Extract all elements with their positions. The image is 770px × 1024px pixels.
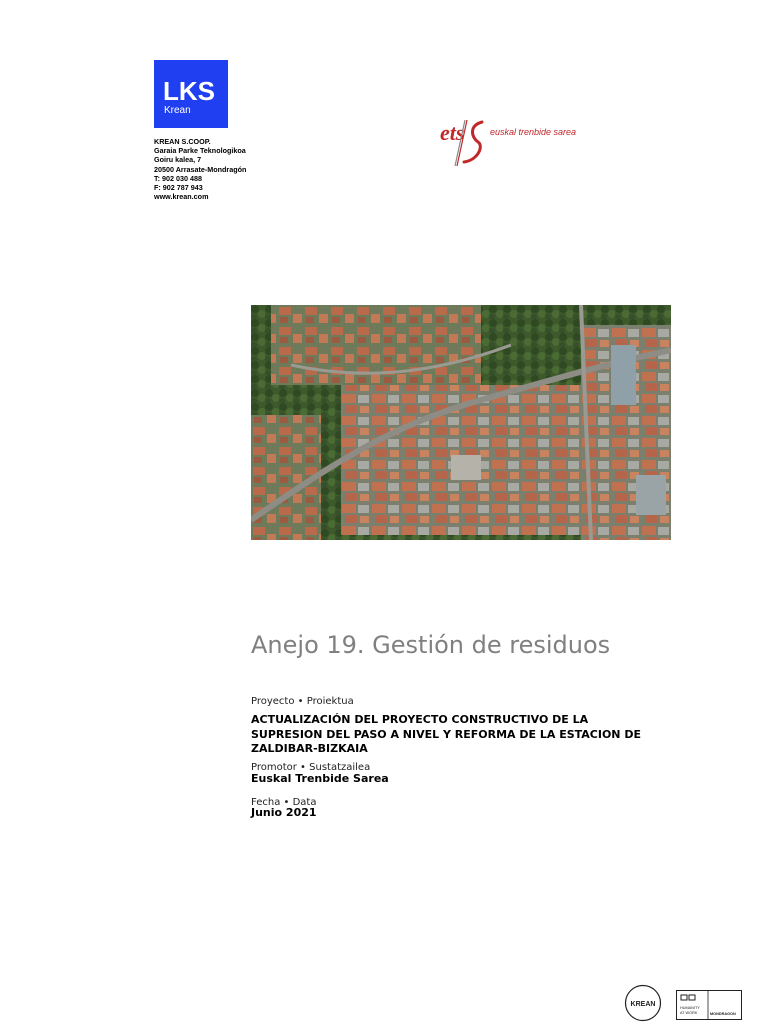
- hw-badge-line1: HUMANITY: [680, 1006, 700, 1010]
- aerial-photo: [251, 305, 671, 540]
- promoter-label: Promotor • Sustatzailea: [251, 762, 371, 773]
- promoter-value: Euskal Trenbide Sarea: [251, 772, 389, 785]
- hw-badge-brand: MONDRAGON: [710, 1012, 736, 1016]
- humanity-at-work-logo: [676, 990, 742, 1020]
- krean-badge-text: KREAN: [630, 1001, 656, 1008]
- address-line: www.krean.com: [154, 192, 209, 202]
- address-line: KREAN S.COOP.: [154, 137, 211, 146]
- project-label: Proyecto • Proiektua: [251, 696, 354, 707]
- hw-badge-line2: AT WORK: [680, 1011, 698, 1015]
- krean-badge-logo: [624, 984, 662, 1022]
- company-address: [154, 137, 246, 201]
- lks-krean-logo: [154, 60, 228, 128]
- address-line: Goiru kalea, 7: [154, 155, 202, 165]
- lks-logo-subtext: Krean: [164, 105, 191, 116]
- address-line: T: 902 030 488: [154, 173, 202, 183]
- address-line: 20500 Arrasate-Mondragón: [154, 164, 247, 174]
- project-title-line: SUPRESION DEL PASO A NIVEL Y REFORMA DE LA ESTACION DE: [251, 727, 641, 741]
- date-label: Fecha • Data: [251, 797, 317, 808]
- date-value: Junio 2021: [251, 806, 317, 819]
- project-title: [251, 713, 641, 757]
- document-title: Anejo 19. Gestión de residuos: [251, 631, 611, 659]
- ets-logo: [438, 116, 598, 170]
- project-title-line: ACTUALIZACIÓN DEL PROYECTO CONSTRUCTIVO DE LA: [251, 713, 589, 726]
- address-line: Garaia Parke Teknologikoa: [154, 146, 246, 156]
- ets-logo-mark: ets: [440, 120, 465, 145]
- address-line: F: 902 787 943: [154, 183, 203, 193]
- ets-logo-text: euskal trenbide sarea: [490, 127, 577, 137]
- project-title-line: ZALDIBAR-BIZKAIA: [251, 742, 368, 755]
- lks-logo-text: LKS: [163, 76, 215, 106]
